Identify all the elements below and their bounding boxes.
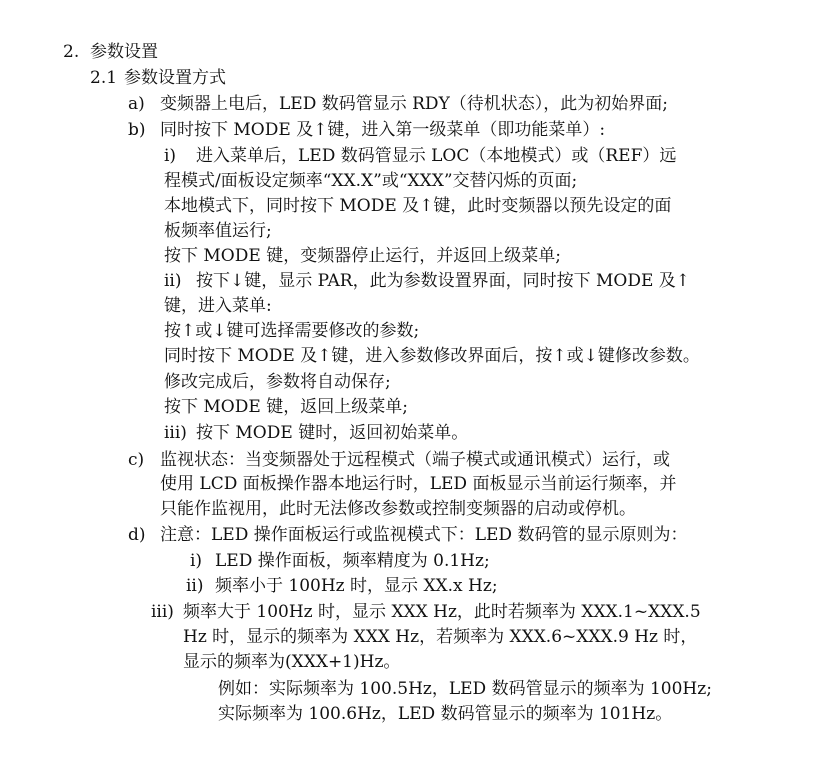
item-b-i-marker: i) (164, 146, 177, 166)
item-b-i-line3: 本地模式下，同时按下 MODE 及↑键，此时变频器以预先设定的面 (164, 196, 672, 216)
item-c-line2: 使用 LCD 面板操作器本地运行时，LED 面板显示当前运行频率，并 (160, 474, 677, 494)
item-b-iii-marker: iii) (164, 423, 187, 443)
item-c-line1: 监视状态：当变频器处于远程模式（端子模式或通讯模式）运行，或 (160, 450, 670, 470)
item-b-ii-line3: 按↑或↓键可选择需要修改的参数; (164, 321, 420, 341)
item-b-ii-line6: 按下 MODE 键，返回上级菜单; (164, 397, 408, 417)
item-b-iii-line1: 按下 MODE 键时，返回初始菜单。 (196, 423, 469, 443)
item-d-iii-line2: Hz 时，显示的频率为 XXX Hz，若频率为 XXX.6~XXX.9 Hz 时， (183, 627, 698, 647)
item-b-i-line2: 程模式/面板设定频率“XX.X”或“XXX”交替闪烁的页面; (164, 171, 578, 191)
item-b-marker: b) (128, 120, 146, 140)
item-d-iii-line3: 显示的频率为(XXX+1)Hz。 (183, 652, 401, 672)
item-d-iii-line1: 频率大于 100Hz 时，显示 XXX Hz，此时若频率为 XXX.1~XXX.5 (183, 602, 701, 622)
item-b-i-line1: 进入菜单后，LED 数码管显示 LOC（本地模式）或（REF）远 (196, 146, 677, 166)
subsection-number: 2.1 (90, 68, 118, 88)
item-a-marker: a) (128, 94, 145, 114)
item-b-i-line4: 板频率值运行; (164, 221, 272, 241)
item-d-ii-marker: ii) (186, 576, 204, 596)
item-a-text: 变频器上电后，LED 数码管显示 RDY（待机状态），此为初始界面; (160, 94, 669, 114)
item-b-ii-line4: 同时按下 MODE 及↑键，进入参数修改界面后，按↑或↓键修改参数。 (164, 346, 700, 366)
item-c-marker: c) (128, 450, 145, 470)
item-b-ii-line1: 按下↓键，显示 PAR，此为参数设置界面，同时按下 MODE 及↑ (196, 271, 691, 291)
item-b-i-line5: 按下 MODE 键，变频器停止运行，并返回上级菜单; (164, 246, 561, 266)
item-d-ii-line1: 频率小于 100Hz 时，显示 XX.x Hz; (215, 576, 498, 596)
item-b-ii-line5: 修改完成后，参数将自动保存; (164, 372, 391, 392)
subsection-title: 参数设置方式 (124, 68, 226, 88)
item-d-i-marker: i) (190, 551, 203, 571)
item-d-line1: 注意：LED 操作面板运行或监视模式下：LED 数码管的显示原则为： (160, 525, 688, 545)
item-b-ii-marker: ii) (164, 271, 182, 291)
item-d-i-line1: LED 操作面板，频率精度为 0.1Hz; (215, 551, 490, 571)
example-line-2: 实际频率为 100.6Hz，LED 数码管显示的频率为 101Hz。 (218, 704, 673, 724)
section-number: 2. (63, 42, 80, 62)
item-b-text: 同时按下 MODE 及↑键，进入第一级菜单（即功能菜单）: (160, 120, 606, 140)
item-c-line3: 只能作监视用，此时无法修改参数或控制变频器的启动或停机。 (160, 499, 636, 519)
item-d-iii-marker: iii) (151, 602, 174, 622)
item-d-marker: d) (128, 525, 146, 545)
item-b-ii-line2: 键，进入菜单: (164, 296, 272, 316)
section-title: 参数设置 (90, 42, 158, 62)
example-line-1: 例如：实际频率为 100.5Hz，LED 数码管显示的频率为 100Hz; (218, 679, 712, 699)
